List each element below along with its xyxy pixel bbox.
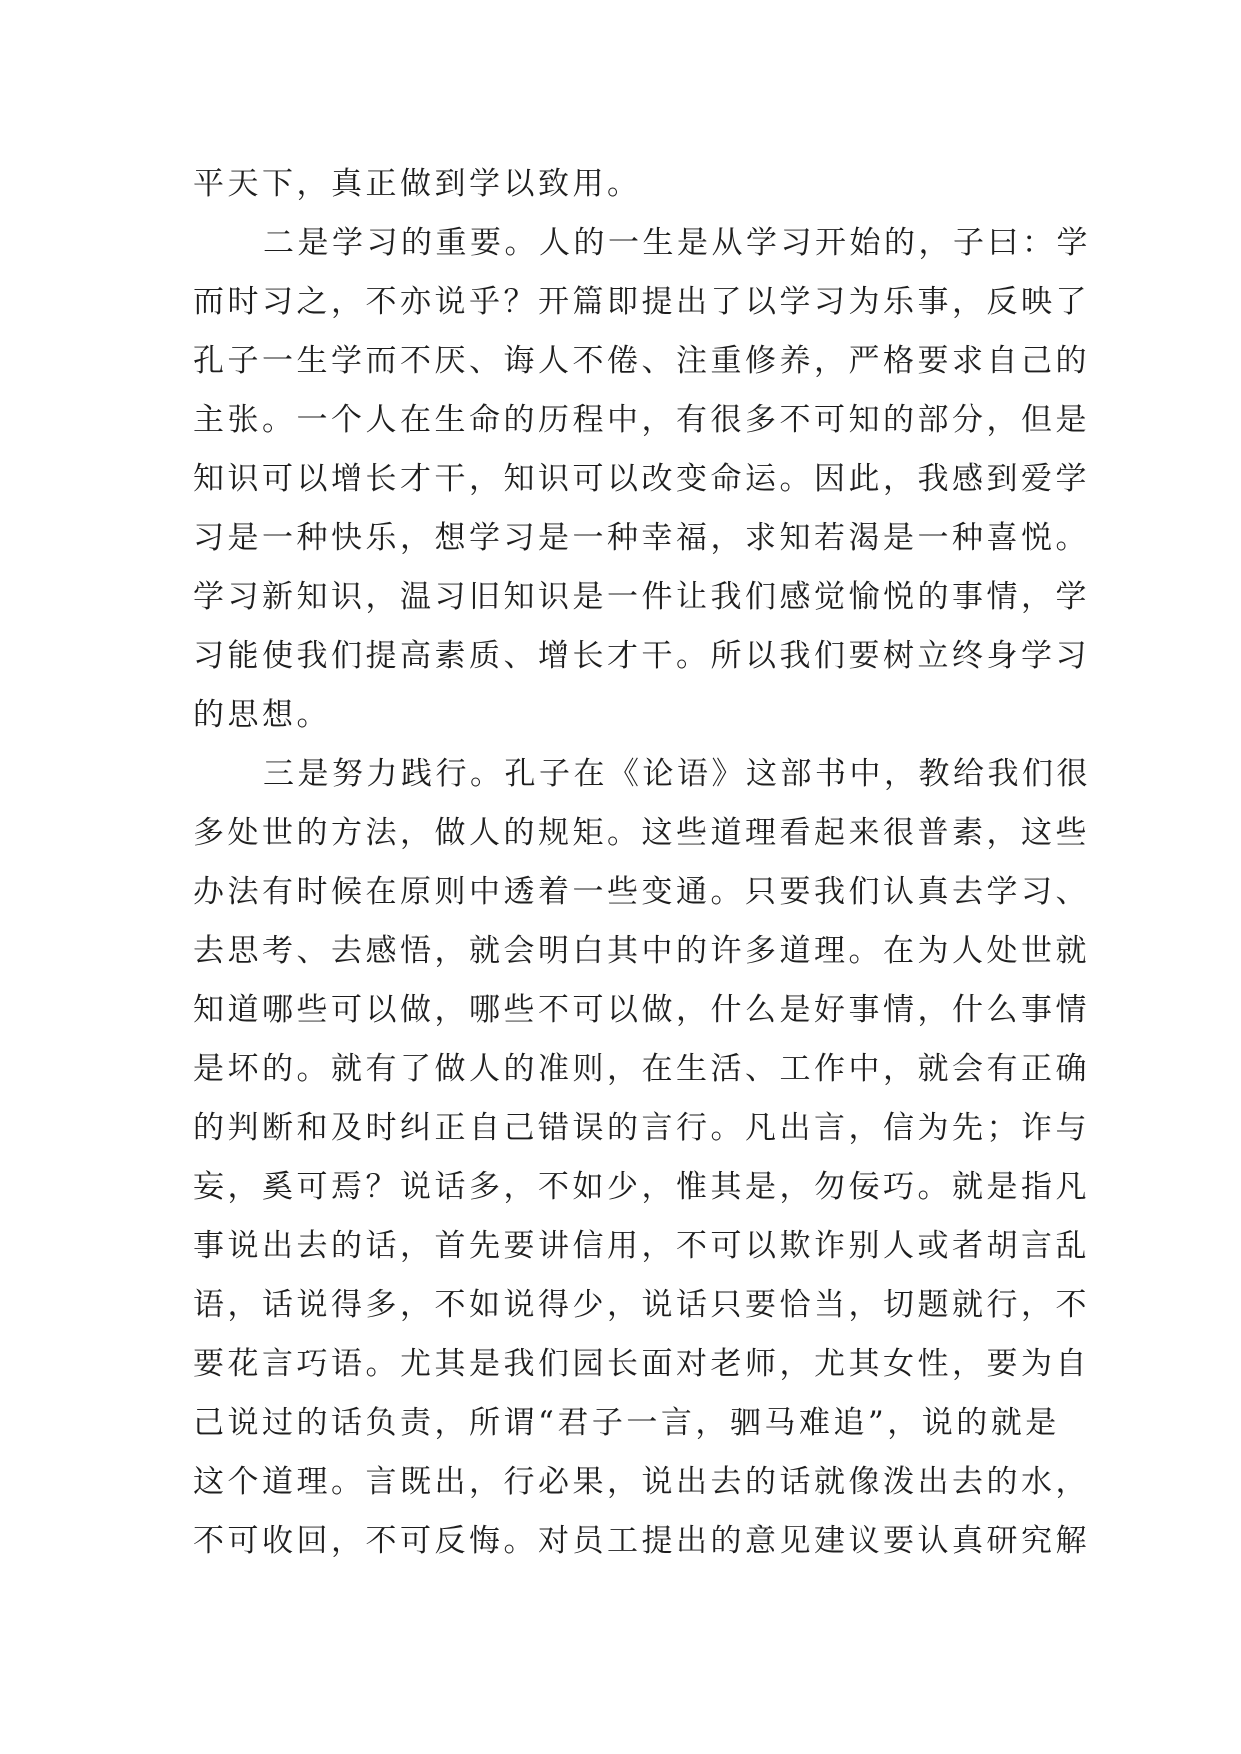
body-text bbox=[193, 155, 1091, 1571]
text-line: 多处世的方法，做人的规矩。这些道理看起来很普素，这些 bbox=[193, 815, 1090, 851]
text-line: 知识可以增长才干，知识可以改变命运。因此，我感到爱学 bbox=[193, 461, 1090, 497]
text-line: 事说出去的话，首先要讲信用，不可以欺诈别人或者胡言乱 bbox=[193, 1228, 1090, 1264]
text-line: 这个道理。言既出，行必果，说出去的话就像泼出去的水， bbox=[193, 1464, 1090, 1500]
text-line: 学习新知识，温习旧知识是一件让我们感觉愉悦的事情，学 bbox=[193, 579, 1090, 615]
text-line: 要花言巧语。尤其是我们园长面对老师，尤其女性，要为自 bbox=[193, 1346, 1090, 1382]
text-line: 平天下，真正做到学以致用。 bbox=[193, 166, 642, 202]
text-line: 去思考、去感悟，就会明白其中的许多道理。在为人处世就 bbox=[193, 933, 1090, 969]
text-line: 己说过的话负责，所谓“君子一言，驷马难追”，说的就是 bbox=[193, 1405, 1060, 1441]
text-line: 主张。一个人在生命的历程中，有很多不可知的部分，但是 bbox=[193, 402, 1090, 438]
text-line: 而时习之，不亦说乎？开篇即提出了以学习为乐事，反映了 bbox=[193, 284, 1090, 320]
text-line: 是坏的。就有了做人的准则，在生活、工作中，就会有正确 bbox=[193, 1051, 1090, 1087]
text-line: 办法有时候在原则中透着一些变通。只要我们认真去学习、 bbox=[193, 874, 1090, 910]
text-line: 语，话说得多，不如说得少，说话只要恰当，切题就行，不 bbox=[193, 1287, 1090, 1323]
text-line: 妄，奚可焉？说话多，不如少，惟其是，勿佞巧。就是指凡 bbox=[193, 1169, 1090, 1205]
text-line: 习是一种快乐，想学习是一种幸福，求知若渴是一种喜悦。 bbox=[193, 520, 1090, 556]
paragraph-start-line: 三是努力践行。孔子在《论语》这部书中，教给我们很 bbox=[263, 756, 1091, 792]
text-line: 的判断和及时纠正自己错误的言行。凡出言，信为先；诈与 bbox=[193, 1110, 1090, 1146]
text-line: 知道哪些可以做，哪些不可以做，什么是好事情，什么事情 bbox=[193, 992, 1090, 1028]
text-line: 的思想。 bbox=[193, 697, 331, 733]
text-line: 习能使我们提高素质、增长才干。所以我们要树立终身学习 bbox=[193, 638, 1090, 674]
paragraph-start-line: 二是学习的重要。人的一生是从学习开始的，子曰：学 bbox=[263, 225, 1091, 261]
text-line: 孔子一生学而不厌、诲人不倦、注重修养，严格要求自己的 bbox=[193, 343, 1090, 379]
text-line: 不可收回，不可反悔。对员工提出的意见建议要认真研究解 bbox=[193, 1523, 1090, 1559]
